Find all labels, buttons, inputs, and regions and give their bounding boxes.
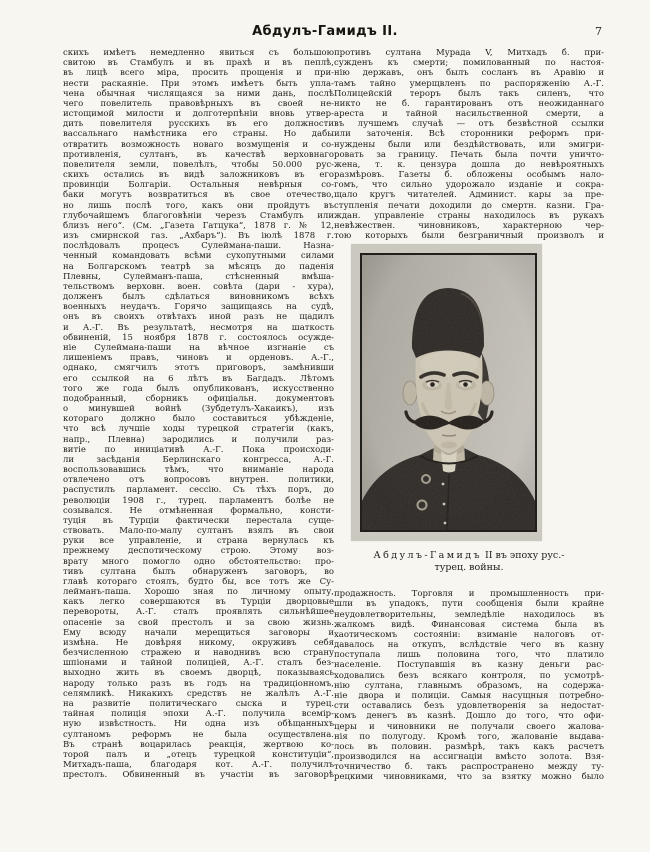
text-line: и А.-Г. Въ результатѣ, несмотря на шаткость bbox=[63, 322, 334, 333]
portrait-photo bbox=[360, 253, 537, 532]
text-line: сти оставались безъ удовлетворенія за недостат- bbox=[334, 701, 604, 712]
right-column-bottom-text bbox=[334, 589, 604, 782]
text-line: поступала лишь половина того, что платило bbox=[334, 650, 604, 661]
text-line: Полицейскій тероръ былъ такъ силенъ, что bbox=[334, 88, 604, 99]
portrait-caption-rest: II въ эпоху рус.- bbox=[481, 550, 565, 562]
text-line: руки все управленіе, и страна вернулась къ bbox=[63, 536, 334, 547]
text-line: чена обычная числящаяся за ними дань, послѣ bbox=[63, 88, 334, 99]
text-line: народу только разъ въ годъ на традиціонномъ, bbox=[63, 678, 334, 689]
text-line: революціи 1908 г., турец. парламентъ болѣе не bbox=[63, 495, 334, 506]
text-line: ли засѣданія Берлинскаго конгресса, А.-Г. bbox=[63, 454, 334, 465]
text-line: выходно жить въ своемъ дворцѣ, показываясь bbox=[63, 668, 334, 679]
text-line: военныхъ неудачъ. Горячо защищаясь на судѣ, bbox=[63, 302, 334, 313]
right-column bbox=[334, 48, 604, 783]
text-line: селямликѣ. Никакихъ средствъ не жалѣлъ А.-Г. bbox=[63, 688, 334, 699]
text-line: что всѣ лучшіе ходы турецкой стратегіи (какъ, bbox=[63, 424, 334, 435]
text-line: врату много помогло одно обстоятельство: про- bbox=[63, 556, 334, 567]
text-line: долженъ былъ сдѣлаться виновникомъ всѣхъ bbox=[63, 292, 334, 303]
text-line: противъ султана Мурада V, Митхадъ б. при- bbox=[334, 48, 604, 58]
text-line: провинціи Болгаріи. Остальныя невѣрныя со- bbox=[63, 180, 334, 191]
text-line: престолъ. Обвиненный въ участіи въ заговорѣ bbox=[63, 770, 334, 781]
text-line: хаотическомъ состояніи: взиманіе налоговъ от- bbox=[334, 629, 604, 640]
text-line: ходовались безъ всякаго контроля, по усмотрѣ- bbox=[334, 670, 604, 681]
text-line: нію державъ, онъ былъ сосланъ въ Аравію и bbox=[334, 68, 604, 79]
text-line: неудовлетворительны, земледѣліе находилось въ bbox=[334, 609, 604, 620]
text-line: отвратить возможность новаго возмущенія и со- bbox=[63, 139, 334, 150]
text-line: прежнему деспотическому строю. Этому воз- bbox=[63, 546, 334, 557]
left-column bbox=[63, 48, 334, 780]
text-line: въ лицѣ всего міра, просить прощенія и при- bbox=[63, 68, 334, 79]
text-line: церы и чиновники не получали своего жалова- bbox=[334, 721, 604, 732]
text-line: свитою въ Стамбулъ и въ прахѣ и въ пеплѣ, bbox=[63, 58, 334, 69]
portrait-caption-line1 bbox=[334, 550, 604, 562]
text-line: обвиненій, 15 ноября 1878 г. состоялось осужде- bbox=[63, 332, 334, 343]
text-line: повелителя земли, повелѣлъ, чтобы 50.000 рус- bbox=[63, 159, 334, 170]
text-line: ную извѣстность. Ни одна изъ обѣщанныхъ bbox=[63, 719, 334, 730]
text-line: давалось на откупъ, вслѣдствіе чего въ казну bbox=[334, 640, 604, 651]
portrait-caption bbox=[334, 550, 604, 573]
text-line: ченный командовать всѣми сухопутными силами bbox=[63, 251, 334, 262]
text-line: скихъ имѣетъ немедленно явиться съ большою bbox=[63, 48, 334, 58]
page-number: 7 bbox=[595, 25, 602, 38]
text-line: какъ легко совершаются въ Турціи дворцовые bbox=[63, 597, 334, 608]
text-line: тайная полиція эпохи А.-Г. получила всемір- bbox=[63, 709, 334, 720]
text-line: сужденъ къ смерти; помилованный по настоя- bbox=[334, 58, 604, 69]
text-line: тамъ тайно умерщвленъ по распоряженію А.-Г. bbox=[334, 78, 604, 89]
text-line: напр., Плевна) зародились и получили раз- bbox=[63, 434, 334, 445]
text-line: точничество б. такъ распространено между ту- bbox=[334, 762, 604, 773]
text-line: скихъ остались въ видѣ заложниковъ въ его bbox=[63, 170, 334, 181]
text-line: ровать за границу. Печать была почти уничто- bbox=[334, 149, 604, 160]
text-line: ствовать. Мало-по-малу султанъ взялъ въ свои bbox=[63, 526, 334, 537]
running-head: Абдулъ-Гамидъ II. bbox=[252, 24, 398, 39]
text-line: измѣна. Не довѣряя никому, окруживъ себя bbox=[63, 637, 334, 648]
text-line: глубочайшемъ благоговѣніи черезъ Стамбулъ или bbox=[63, 210, 334, 221]
text-line: или заточенія. Всѣ сторонники реформъ при- bbox=[334, 129, 604, 140]
text-line: гомъ, что сильно удорожало изданіе и сокра- bbox=[334, 180, 604, 191]
text-line: щало кругъ читателей. Админист. кары за пре- bbox=[334, 190, 604, 201]
text-line: тельствомъ верховн. воен. совѣта (дари - хура), bbox=[63, 281, 334, 292]
text-line: но лишь послѣ того, какъ они пройдутъ въ bbox=[63, 200, 334, 211]
text-line: его ссылкой на 6 лѣтъ въ Багдадъ. Лѣтомъ bbox=[63, 373, 334, 384]
text-line: баки могутъ возвратиться въ свое отечество, bbox=[63, 190, 334, 201]
text-line: того же года былъ опубликованъ, искусственно bbox=[63, 383, 334, 394]
text-line: производился на ассигнаціи вмѣсто золота. Взя- bbox=[334, 752, 604, 763]
text-line: на Болгарскомъ театрѣ за мѣсяцъ до паденія bbox=[63, 261, 334, 272]
text-line: подобранный, сборникъ офиціальн. документовъ bbox=[63, 393, 334, 404]
portrait-photo-mat bbox=[351, 244, 542, 541]
text-line: онъ въ своихъ отвѣтахъ иной разъ не щадилъ bbox=[63, 312, 334, 323]
text-line: однако, смягчилъ этотъ приговоръ, замѣнивши bbox=[63, 363, 334, 374]
text-line: тою которыхъ были безграничный произволъ и bbox=[334, 231, 604, 242]
text-line: размѣровъ. Газеты б. обложены особымъ нало- bbox=[334, 170, 604, 181]
text-line: противленія, султанъ, въ качествѣ верховнаго bbox=[63, 149, 334, 160]
text-line: нія по полугоду. Кромѣ того, жалованіе выдава- bbox=[334, 731, 604, 742]
portrait-caption-name: Абдулъ-Гамидъ bbox=[373, 550, 482, 562]
text-line: воспользовавшись тѣмъ, что вниманіе народа bbox=[63, 465, 334, 476]
text-line: продажность. Торговля и промышленность при- bbox=[334, 589, 604, 600]
text-line: Митхадъ-паша, благодаря кот. А.-Г. получилъ bbox=[63, 760, 334, 771]
text-line: нуждены были или бездѣйствовать, или эмигри- bbox=[334, 139, 604, 150]
text-line: чего повелитель правовѣрныхъ въ своей не- bbox=[63, 98, 334, 109]
text-line: котораго должно было составиться убѣжденіе, bbox=[63, 414, 334, 425]
text-line: ступленія печати доходили до смертн. казни. Гра- bbox=[334, 200, 604, 211]
text-line: рецкими чиновниками, что за взятку можно было bbox=[334, 772, 604, 783]
text-line: послѣдовалъ процесъ Сулеймана-паши. Назна- bbox=[63, 241, 334, 252]
text-line: на развитіе политическаго сыска и турец. bbox=[63, 699, 334, 709]
text-line: Плевны, Сулейманъ-паша, стѣсненный вмѣша- bbox=[63, 271, 334, 282]
text-line: отвлечено отъ вопросовъ внутрен. политики, bbox=[63, 475, 334, 486]
text-line: жена, т. к. цензура дошла до невѣроятныхъ bbox=[334, 159, 604, 170]
text-line: ареста и тайной насильственной смерти, а bbox=[334, 109, 604, 120]
text-line: жалкомъ видѣ. Финансовая система была въ bbox=[334, 619, 604, 630]
text-line: созывался. Не отмѣненная формально, консти- bbox=[63, 505, 334, 516]
text-line: ждан. управленіе страны находилось въ рукахъ bbox=[334, 210, 604, 221]
portrait-caption-line2: турец. войны. bbox=[434, 561, 504, 573]
text-line: опасеніе за свой престолъ и за свою жизнь. bbox=[63, 617, 334, 628]
text-line: населеніе. Поступавшія въ казну деньги рас- bbox=[334, 660, 604, 671]
text-line: вассальнаго намѣстника его страны. Но дабы bbox=[63, 129, 334, 140]
text-line: близъ него“. (См. „Газета Гатцука“, 1878 г. № 12, bbox=[63, 220, 334, 231]
text-line: лось въ половин. размѣрѣ, такъ какъ расчетъ bbox=[334, 741, 604, 752]
right-column-top-text bbox=[334, 48, 604, 241]
text-line: невѣжествен. чиновниковъ, характерною чер- bbox=[334, 220, 604, 231]
text-line: о минувшей войнѣ (Зубдетулъ-Хакаикъ), изъ bbox=[63, 404, 334, 415]
text-line: дить повелителя русскихъ въ его должности bbox=[63, 119, 334, 130]
text-line: лейманъ-паша. Хорошо зная по личному опыту, bbox=[63, 587, 334, 598]
text-line: безчисленною стражею и наводнивъ всю страну bbox=[63, 648, 334, 659]
text-line: торой палъ и „отецъ турецкой конституціи“, bbox=[63, 749, 334, 760]
text-line: главѣ котораго стоялъ, будто бы, все тотъ же Су- bbox=[63, 576, 334, 587]
text-line: ніе Сулеймана-паши на вѣчное изгнаніе съ bbox=[63, 342, 334, 353]
text-line: шли въ упадокъ, пути сообщенія были крайне bbox=[334, 599, 604, 610]
text-line: Въ странѣ воцарилась реакція, жертвою ко- bbox=[63, 739, 334, 750]
text-line: въ лучшемъ случаѣ — отъ безвѣстной ссылки bbox=[334, 119, 604, 130]
text-line: тивъ султана былъ обнаруженъ заговоръ, во bbox=[63, 566, 334, 577]
text-line: распустилъ парламент. сессію. Съ тѣхъ поръ, до bbox=[63, 485, 334, 496]
text-line: шпіонами и тайной полиціей, А.-Г. сталъ без- bbox=[63, 658, 334, 669]
text-line: ніе двора и полиціи. Самыя насущныя потребно- bbox=[334, 690, 604, 701]
text-line: туція въ Турціи фактически перестала суще- bbox=[63, 515, 334, 526]
text-line: комъ денегъ въ казнѣ. Дошло до того, что офи- bbox=[334, 711, 604, 722]
text-line: нести раскаяніе. При этомъ имѣетъ быть упла- bbox=[63, 78, 334, 89]
text-line: лишеніемъ правъ, чиновъ и орденовъ. А.-Г., bbox=[63, 353, 334, 364]
portrait-figure bbox=[334, 244, 604, 573]
text-line: перевороты, А.-Г. сталъ проявлять сильнѣйшее bbox=[63, 607, 334, 618]
text-line: истощимой милости и долготерпѣніи вновь утвер- bbox=[63, 109, 334, 120]
text-line: изъ смирнской газ. „Ахбаръ“). Въ іюлѣ 1878 г. bbox=[63, 231, 334, 242]
portrait-illustration bbox=[362, 255, 535, 530]
text-line: нію султана, главнымъ образомъ, на содержа- bbox=[334, 680, 604, 691]
text-line: никто не б. гарантированъ отъ неожиданнаго bbox=[334, 98, 604, 109]
text-line: витіе по иниціативѣ А.-Г. Пока происходи- bbox=[63, 444, 334, 455]
text-line: Ему всюду начали мерещиться заговоры и bbox=[63, 627, 334, 638]
text-line: султаномъ реформъ не была осуществлена. bbox=[63, 729, 334, 740]
